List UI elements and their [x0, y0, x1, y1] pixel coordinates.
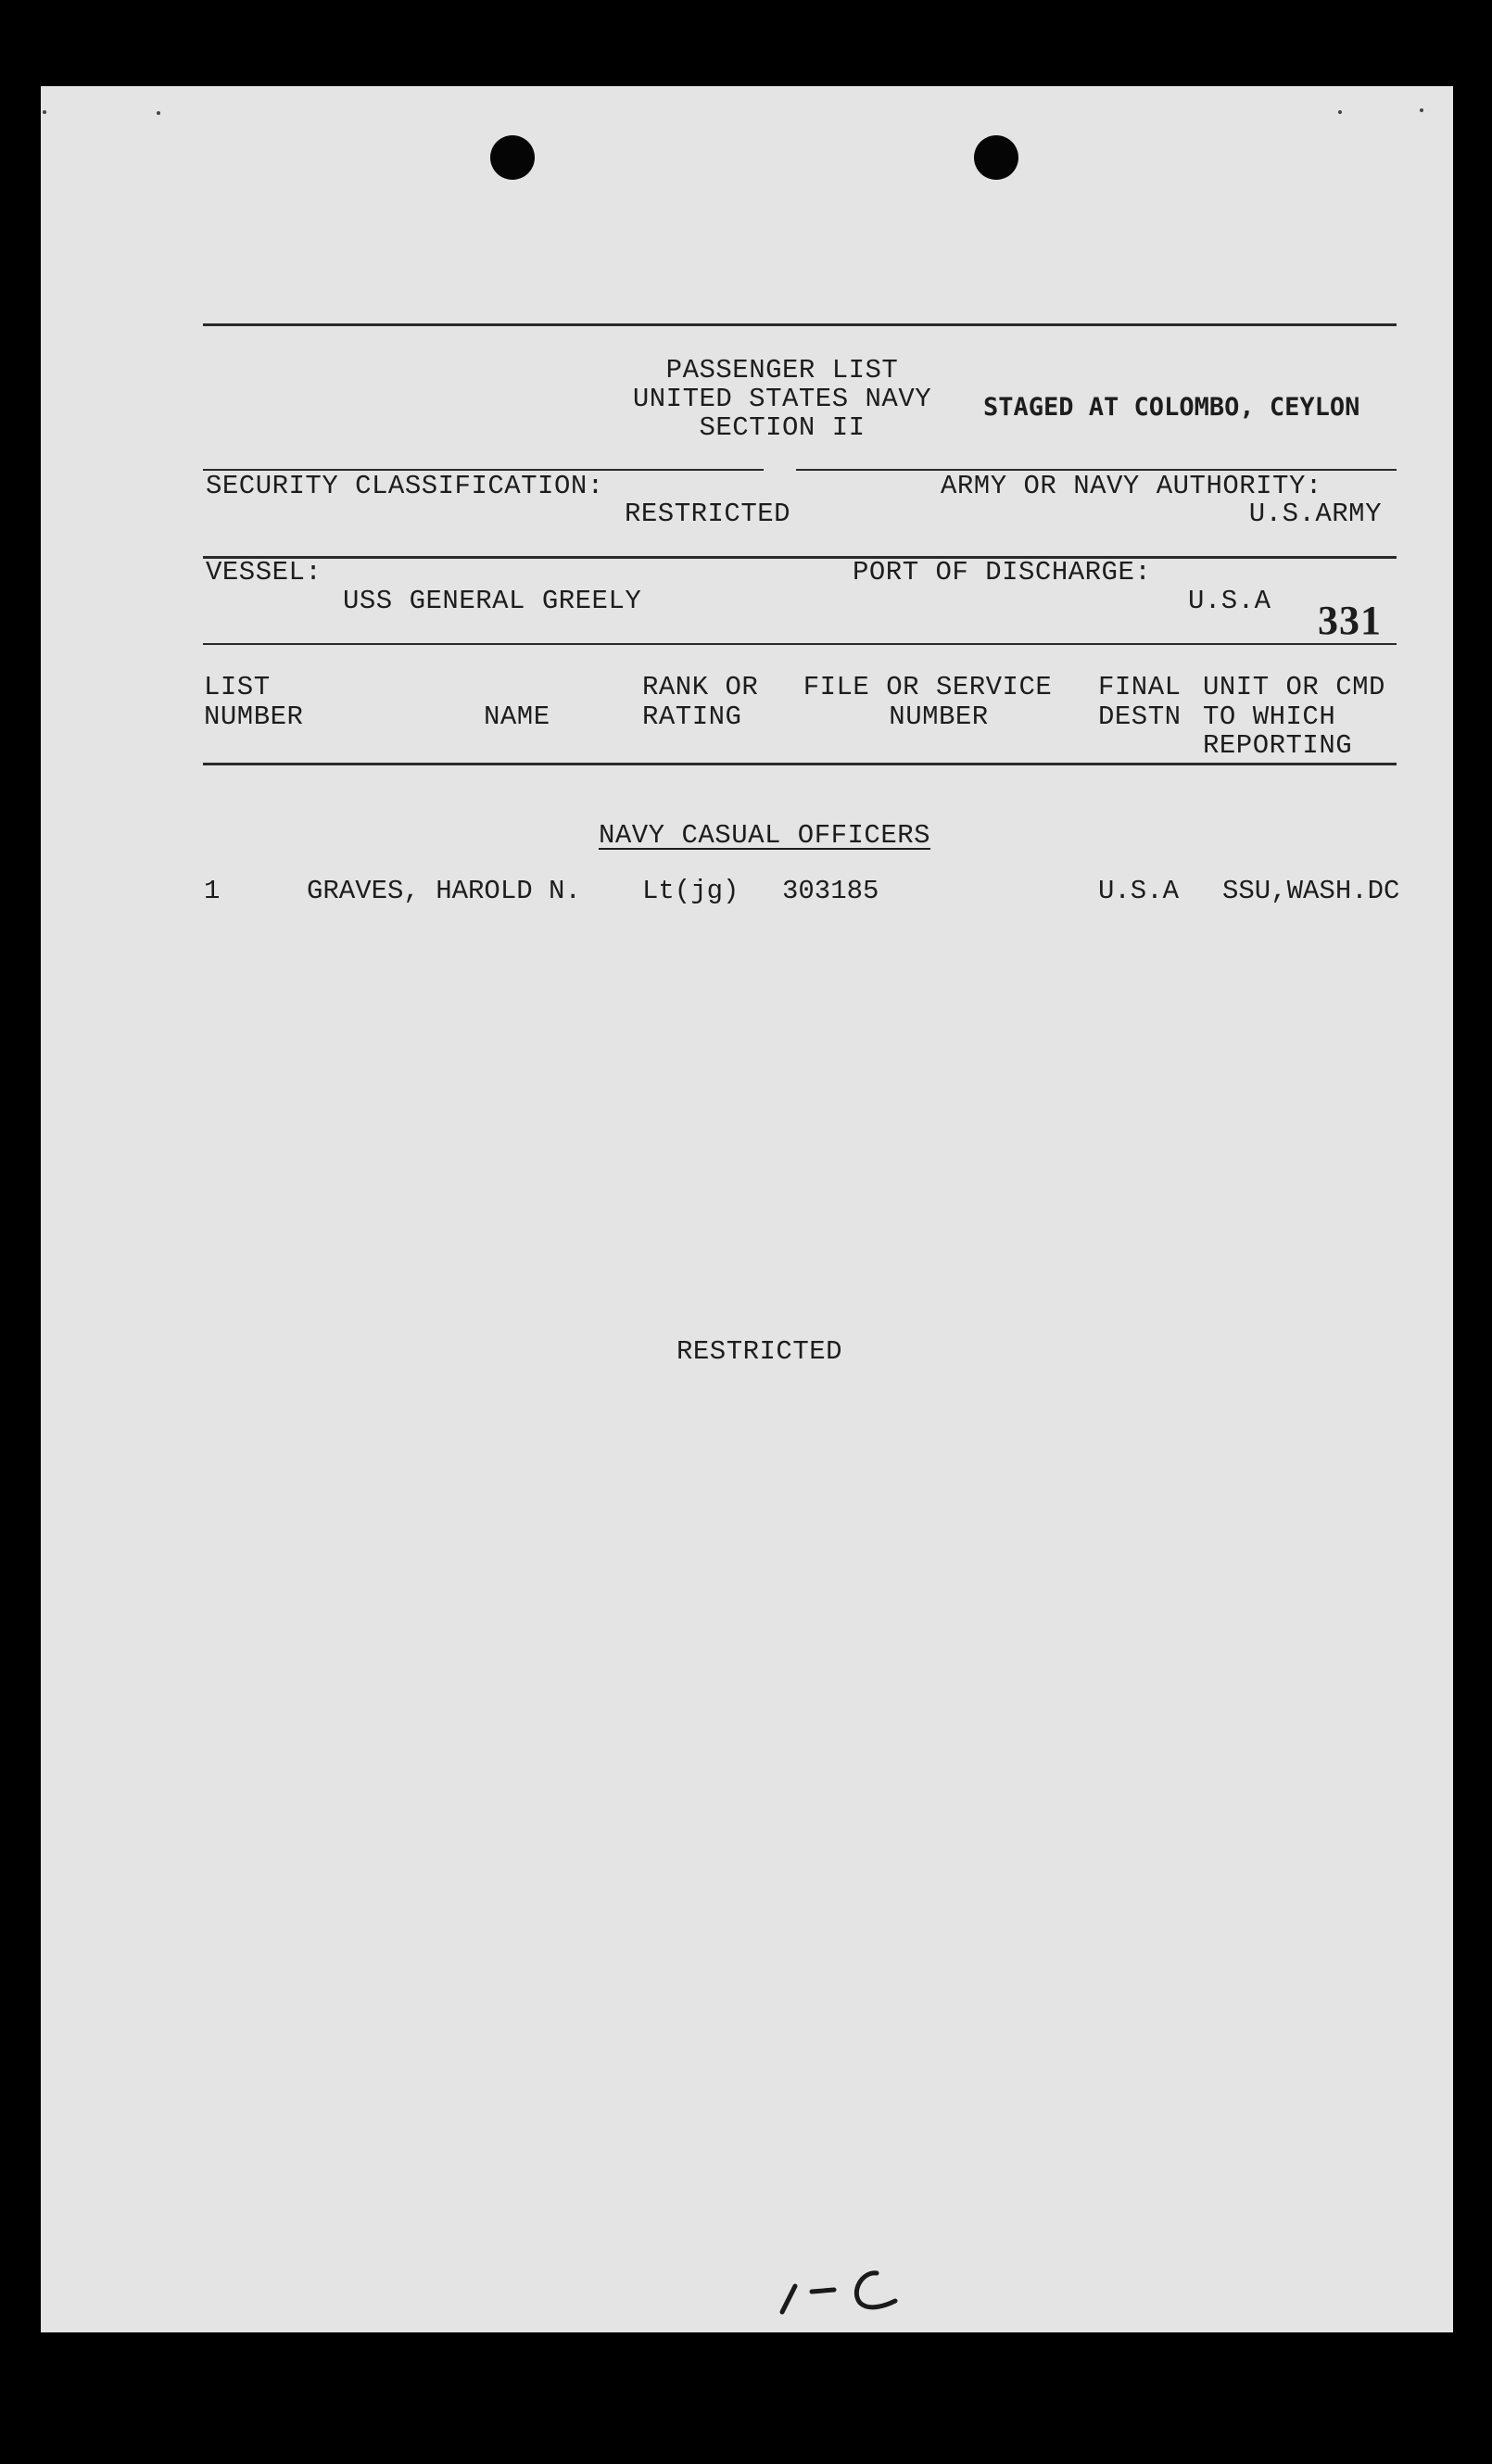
speck: [1338, 110, 1342, 114]
security-value: RESTRICTED: [625, 499, 791, 529]
rule: [203, 763, 1397, 765]
row-rank: Lt(jg): [642, 876, 740, 906]
col-list-number-1: LIST: [204, 672, 271, 702]
punch-hole: [490, 135, 535, 180]
handwritten-annotation: [773, 2255, 958, 2319]
document-page: [41, 86, 1453, 2332]
row-list-number: 1: [204, 876, 221, 906]
port-label: PORT OF DISCHARGE:: [853, 557, 1152, 588]
speck: [157, 111, 160, 115]
top-rule: [203, 323, 1397, 326]
footer-classification: RESTRICTED: [676, 1336, 843, 1367]
row-service-number: 303185: [782, 876, 879, 906]
col-rank-2: RATING: [642, 701, 742, 732]
row-name: GRAVES, HAROLD N.: [307, 876, 581, 906]
title-line-2: UNITED STATES NAVY: [632, 384, 932, 414]
col-file-2: NUMBER: [889, 701, 989, 732]
punch-hole: [974, 135, 1018, 180]
col-unit-1: UNIT OR CMD: [1203, 672, 1385, 702]
col-list-number-2: NUMBER: [204, 701, 304, 732]
staged-stamp: STAGED AT COLOMBO, CEYLON: [983, 393, 1360, 422]
speck: [1420, 108, 1423, 112]
col-final-1: FINAL: [1098, 672, 1182, 702]
rule: [203, 556, 1397, 559]
col-file-1: FILE OR SERVICE: [803, 672, 1053, 702]
speck: [43, 110, 46, 114]
security-label: SECURITY CLASSIFICATION:: [206, 471, 604, 501]
authority-value: U.S.ARMY: [1248, 499, 1382, 529]
col-final-2: DESTN: [1098, 701, 1182, 732]
vessel-label: VESSEL:: [206, 557, 322, 588]
col-unit-3: REPORTING: [1203, 730, 1353, 761]
col-name: NAME: [484, 701, 550, 732]
authority-label: ARMY OR NAVY AUTHORITY:: [941, 471, 1322, 501]
col-rank-1: RANK OR: [642, 672, 759, 702]
col-unit-2: TO WHICH: [1203, 701, 1336, 732]
row-final-destn: U.S.A: [1098, 876, 1180, 906]
port-value: U.S.A: [1188, 586, 1271, 616]
title-line-1: PASSENGER LIST: [665, 355, 899, 385]
section-title: NAVY CASUAL OFFICERS: [598, 820, 931, 851]
title-line-3: SECTION II: [699, 412, 866, 443]
vessel-value: USS GENERAL GREELY: [343, 586, 642, 616]
row-unit: SSU,WASH.DC: [1222, 876, 1400, 906]
page-number: 331: [1318, 598, 1382, 643]
rule: [203, 643, 1397, 645]
